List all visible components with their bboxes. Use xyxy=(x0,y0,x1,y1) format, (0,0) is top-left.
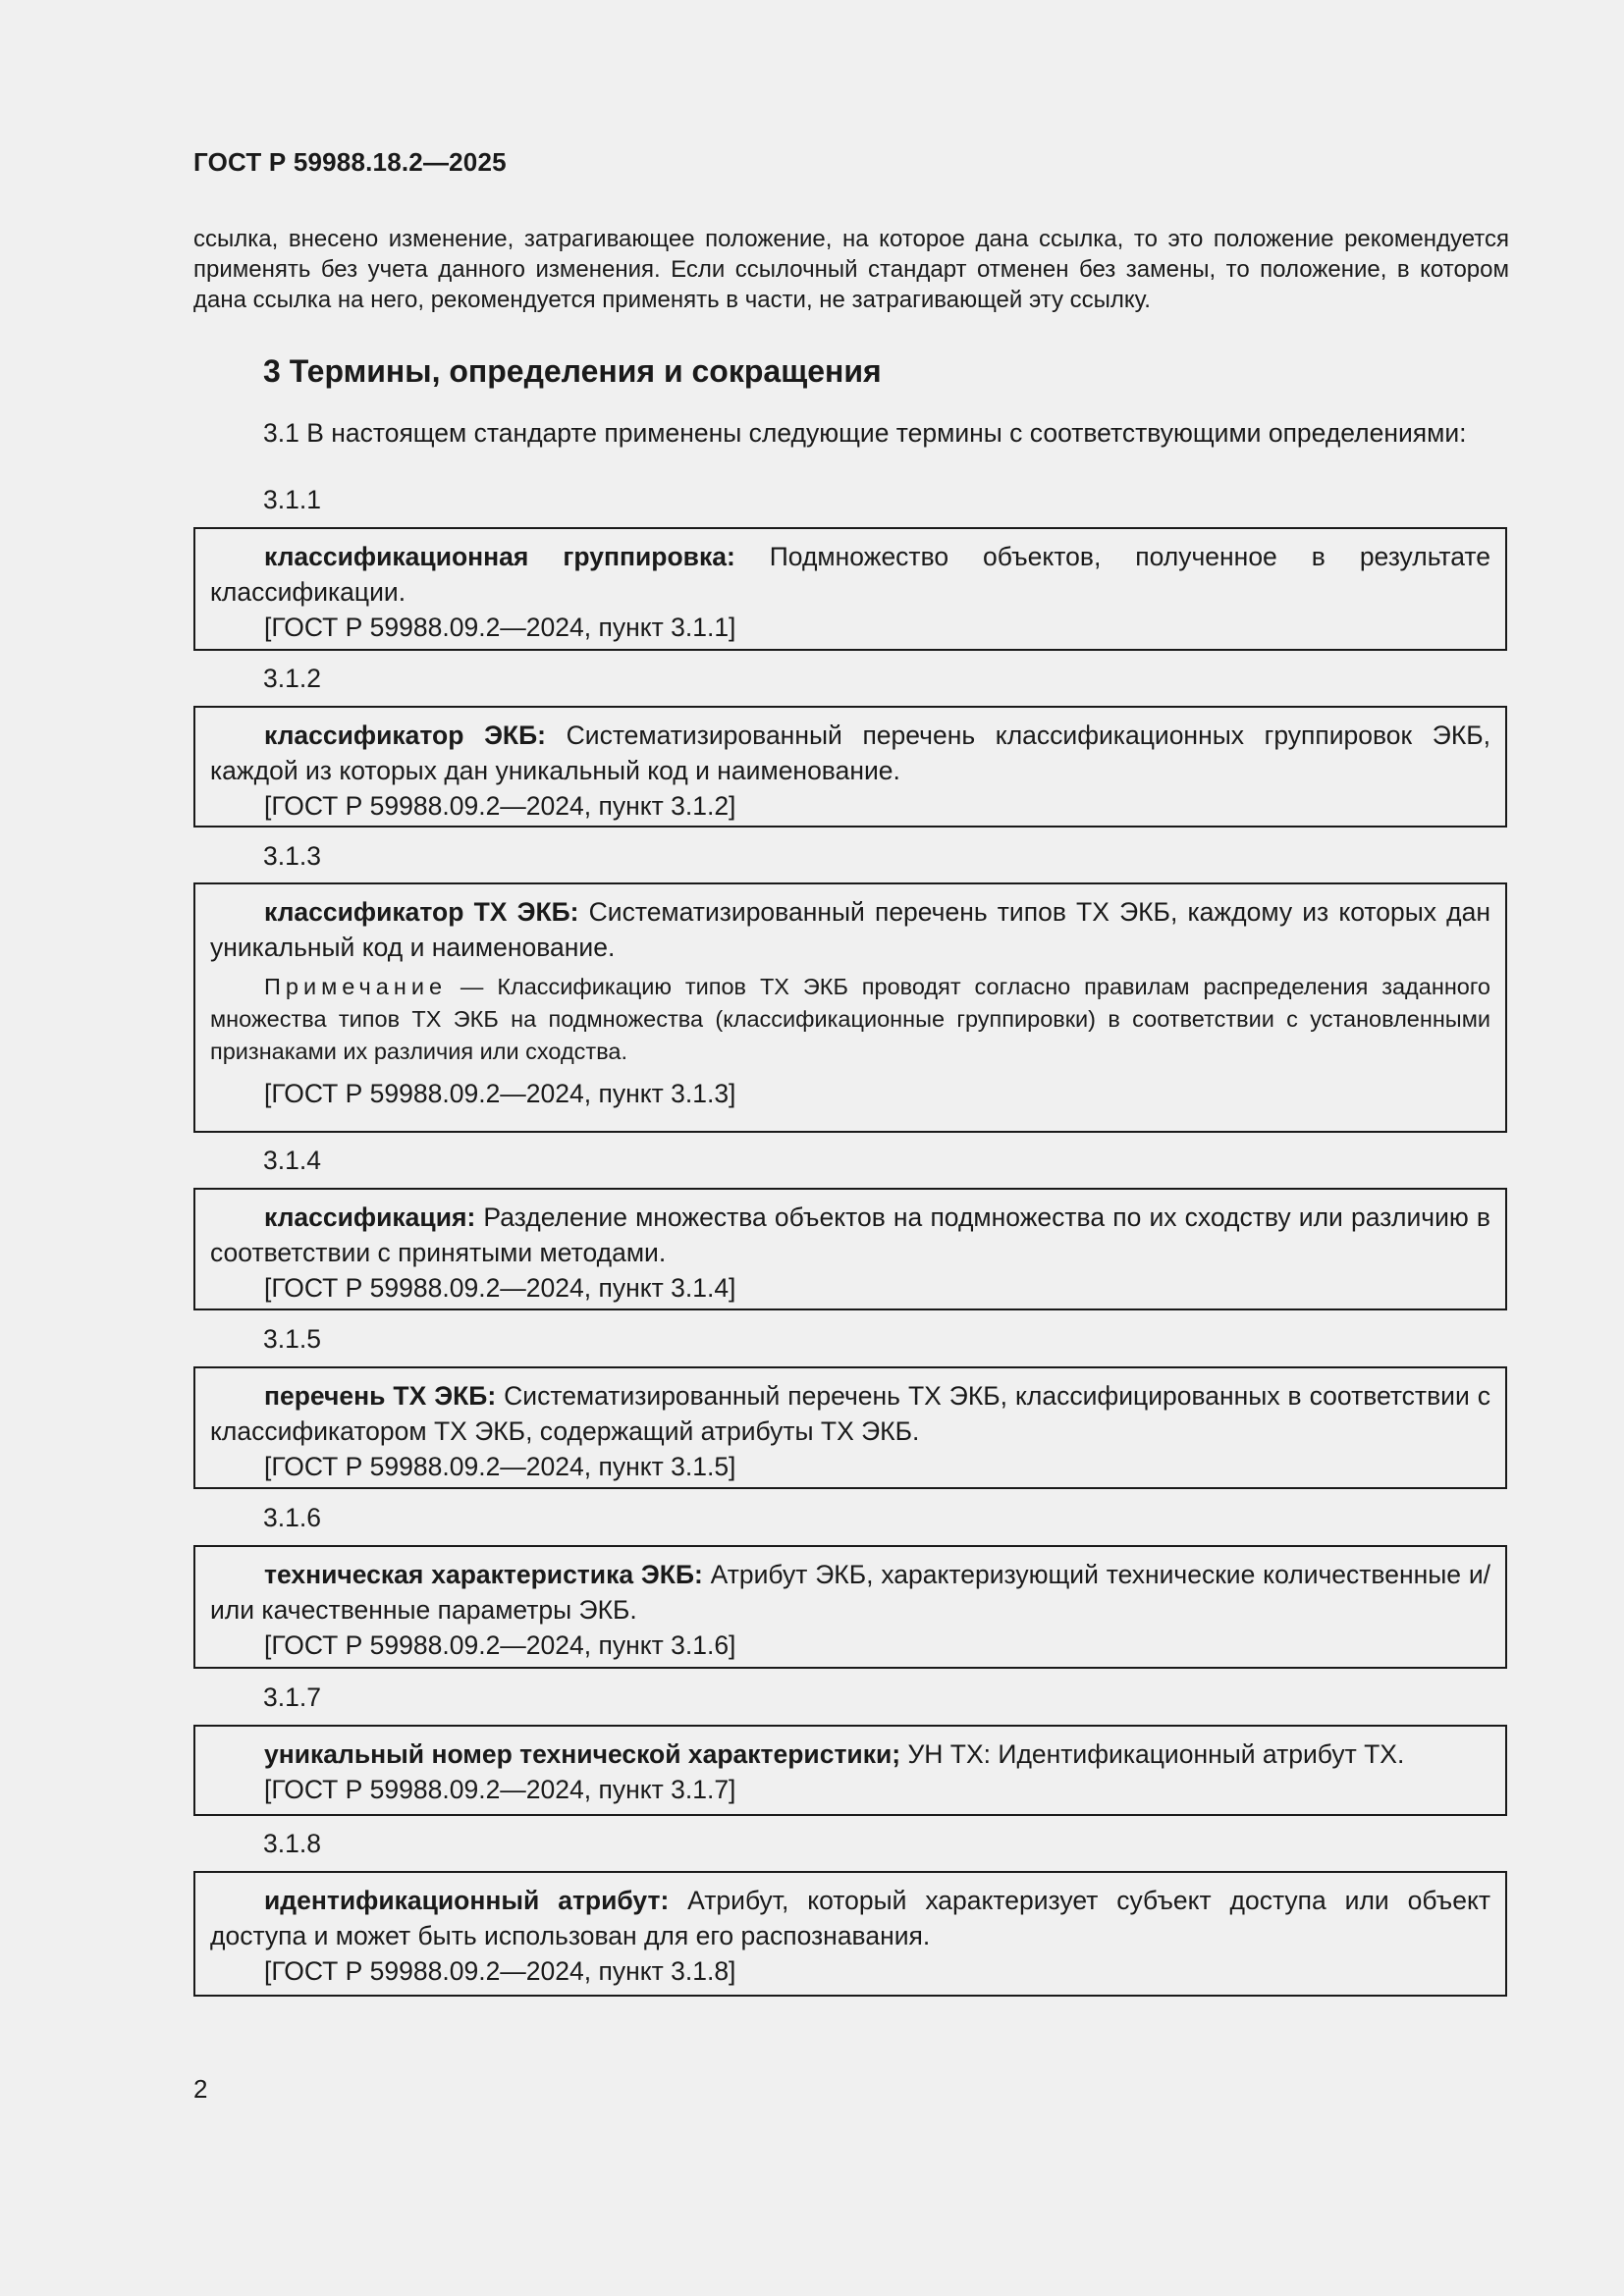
term-number: 3.1.4 xyxy=(263,1146,321,1175)
term-definition-text: Подмножество объектов, полученное в результате классификации. xyxy=(210,542,1491,607)
term-reference: [ГОСТ Р 59988.09.2—2024, пункт 3.1.7] xyxy=(264,1775,736,1804)
term-box xyxy=(193,1188,1507,1310)
term-name: классификатор ЭКБ: xyxy=(264,721,546,750)
term-box xyxy=(193,527,1507,651)
term-definition-text: Атрибут ЭКБ, характеризующий технические количественные и/или качественные параметры ЭКБ. xyxy=(210,1560,1490,1625)
term-abbreviation: УН ТХ: xyxy=(900,1739,992,1769)
term-definition xyxy=(210,1200,1490,1270)
term-reference: [ГОСТ Р 59988.09.2—2024, пункт 3.1.5] xyxy=(264,1452,736,1481)
term-definition xyxy=(210,1736,1490,1772)
term-reference: [ГОСТ Р 59988.09.2—2024, пункт 3.1.8] xyxy=(264,1956,736,1986)
term-definition xyxy=(210,718,1490,788)
term-name: классификация: xyxy=(264,1202,476,1232)
term-definition-text: Систематизированный перечень классификационных группировок ЭКБ, каждой из которых дан уникальный код и наименование. xyxy=(210,721,1491,785)
term-name: техническая характеристика ЭКБ: xyxy=(264,1560,703,1589)
term-number: 3.1.1 xyxy=(263,485,321,514)
term-name: классификатор ТХ ЭКБ: xyxy=(264,897,579,927)
term-definition xyxy=(210,539,1490,610)
term-box xyxy=(193,1545,1507,1669)
term-number: 3.1.5 xyxy=(263,1324,321,1354)
term-number: 3.1.3 xyxy=(263,841,321,871)
term-definition-text: Разделение множества объектов на подмножества по их сходству или различию в соответствии с принятыми методами. xyxy=(210,1202,1490,1267)
term-box xyxy=(193,1725,1507,1816)
paragraph-3-1: 3.1 В настоящем стандарте применены следующие термины с соответствующими определениями: xyxy=(263,418,1467,448)
term-definition xyxy=(210,1557,1490,1628)
term-number: 3.1.7 xyxy=(263,1682,321,1712)
term-reference: [ГОСТ Р 59988.09.2—2024, пункт 3.1.3] xyxy=(264,1079,736,1108)
term-name: перечень ТХ ЭКБ: xyxy=(264,1381,497,1411)
term-name: классификационная группировка: xyxy=(264,542,735,571)
term-box xyxy=(193,1871,1507,1997)
term-definition-text: Идентификационный атрибут ТХ. xyxy=(991,1739,1405,1769)
term-reference: [ГОСТ Р 59988.09.2—2024, пункт 3.1.1] xyxy=(264,613,736,642)
term-definition xyxy=(210,1378,1490,1449)
term-number: 3.1.2 xyxy=(263,664,321,693)
term-reference: [ГОСТ Р 59988.09.2—2024, пункт 3.1.2] xyxy=(264,791,736,821)
term-definition xyxy=(210,1883,1490,1953)
document-header: ГОСТ Р 59988.18.2—2025 xyxy=(193,147,507,177)
term-name: идентификационный атрибут: xyxy=(264,1886,670,1915)
term-reference: [ГОСТ Р 59988.09.2—2024, пункт 3.1.4] xyxy=(264,1273,736,1303)
note-text: — Классификацию типов ТХ ЭКБ проводят согласно правилам распределения заданного множества типов ТХ ЭКБ на подмножества (классификационные группировки) в соответствии с установленными признаками их различия или сходства. xyxy=(210,974,1490,1064)
term-definition-text: Атрибут, который характеризует субъект доступа или объект доступа и может быть использован для его распознавания. xyxy=(210,1886,1490,1950)
term-name: уникальный номер технической характеристики; xyxy=(264,1739,901,1769)
note-label: Примечание xyxy=(264,974,448,999)
term-note xyxy=(210,971,1490,1068)
term-number: 3.1.8 xyxy=(263,1829,321,1858)
term-definition xyxy=(210,894,1490,965)
term-box xyxy=(193,882,1507,1133)
intro-paragraph: ссылка, внесено изменение, затрагивающее положение, на которое дана ссылка, то это положение рекомендуется применять без учета данного изменения. Если ссылочный стандарт отменен без замены, то положение, в котором дана ссылка на него, рекомендуется применять в части, не затрагивающей эту ссылку. xyxy=(193,226,1509,313)
term-definition-text: Систематизированный перечень типов ТХ ЭКБ, каждому из которых дан уникальный код и наименование. xyxy=(210,897,1491,962)
term-definition-text: Систематизированный перечень ТХ ЭКБ, классифицированных в соответствии с классификатором ТХ ЭКБ, содержащий атрибуты ТХ ЭКБ. xyxy=(210,1381,1490,1446)
term-box xyxy=(193,1366,1507,1489)
term-number: 3.1.6 xyxy=(263,1503,321,1532)
term-box xyxy=(193,706,1507,828)
section-title: 3 Термины, определения и сокращения xyxy=(263,353,882,389)
term-reference: [ГОСТ Р 59988.09.2—2024, пункт 3.1.6] xyxy=(264,1630,736,1660)
page-number: 2 xyxy=(193,2074,208,2104)
